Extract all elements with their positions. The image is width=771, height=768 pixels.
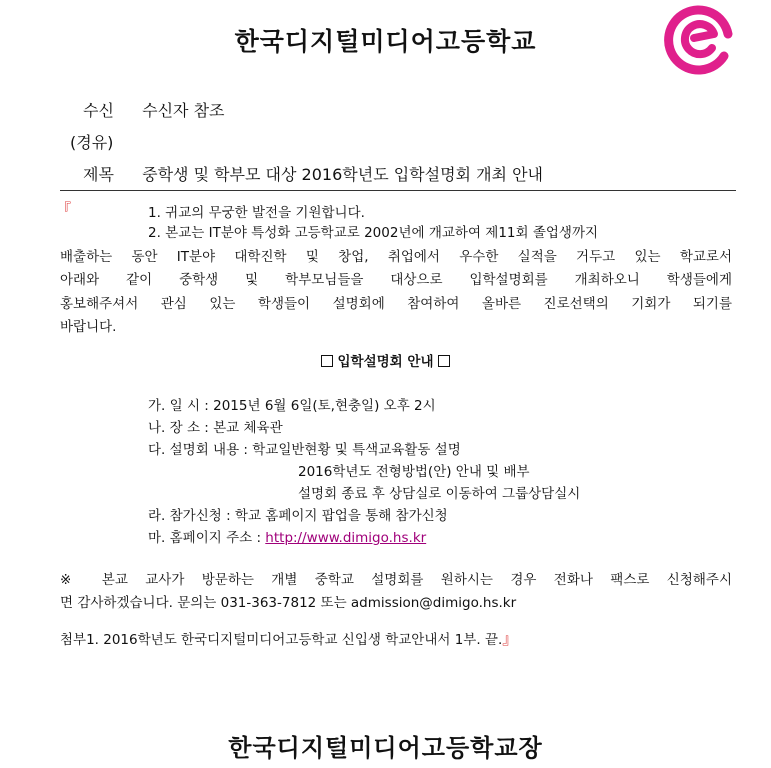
recipient-value: 수신자 참조 [142, 101, 225, 120]
school-title: 한국디지털미디어고등학교 [234, 27, 537, 56]
item-homepage [148, 526, 426, 546]
open-bracket: 『 [56, 200, 72, 218]
item-date: 가. 일 시 : 2015년 6월 6일(토,현충일) 오후 2시 [148, 398, 436, 414]
dimigo-e-logo-icon [664, 4, 736, 76]
item-place: 나. 장 소 : 본교 체육관 [148, 420, 283, 436]
attachment-text: 첨부1. 2016학년도 한국디지털미디어고등학교 신입생 학교안내서 1부. 끝. [60, 632, 503, 648]
via-label: (경유) [70, 133, 114, 152]
subject-label: 제목 [83, 165, 114, 184]
section-title-text: 입학설명회 안내 [337, 354, 434, 370]
signature: 한국디지털미디어고등학교장 [228, 733, 543, 762]
square-bullet-icon [321, 355, 333, 367]
item-content [148, 438, 461, 458]
close-bracket: 』 [502, 630, 518, 648]
item-homepage-label: 마. 홈페이지 주소 : [148, 530, 266, 546]
section-title [0, 350, 771, 370]
homepage-link[interactable]: http://www.dimigo.hs.kr [265, 530, 427, 546]
header-divider [60, 190, 736, 191]
item-apply: 라. 참가신청 : 학교 홈페이지 팝업을 통해 참가신청 [148, 508, 448, 524]
paragraph-2-line-4: 홍보해주셔서 관심 있는 학생들이 설명회에 참여하여 올바른 진로선택의 기회가 되기를 [60, 296, 732, 312]
paragraph-2-line-1: 2. 본교는 IT분야 특성화 고등학교로 2002년에 개교하여 제11회 졸업생까지 [148, 225, 599, 241]
note-line-2: 면 감사하겠습니다. 문의는 031-363-7812 또는 admission@dimigo.hs.kr [60, 595, 517, 611]
item-content-1: 학교일반현황 및 특색교육활동 설명 [252, 442, 461, 458]
paragraph-2-line-3: 아래와 같이 중학생 및 학부모님들을 대상으로 입학설명회를 개최하오니 학생들에게 [60, 272, 732, 288]
square-bullet-icon [438, 355, 450, 367]
paragraph-1: 1. 귀교의 무궁한 발전을 기원합니다. [148, 205, 365, 221]
item-content-2: 2016학년도 전형방법(안) 안내 및 배부 [298, 464, 530, 480]
subject-row [83, 162, 543, 185]
note-line-1: ※ 본교 교사가 방문하는 개별 중학교 설명회를 원하시는 경우 전화나 팩스로 신청해주시 [60, 572, 732, 588]
item-content-3: 설명회 종료 후 상담실로 이동하여 그룹상담실시 [298, 486, 581, 502]
item-content-label: 다. 설명회 내용 : [148, 442, 253, 458]
recipient-row [83, 98, 224, 121]
attachment-line [60, 628, 517, 649]
paragraph-2-line-2: 배출하는 동안 IT분야 대학진학 및 창업, 취업에서 우수한 실적을 거두고 있는 학교로서 [60, 249, 732, 265]
subject-value: 중학생 및 학부모 대상 2016학년도 입학설명회 개최 안내 [142, 165, 544, 184]
recipient-label: 수신 [83, 101, 114, 120]
paragraph-2-line-5: 바랍니다. [60, 319, 117, 335]
